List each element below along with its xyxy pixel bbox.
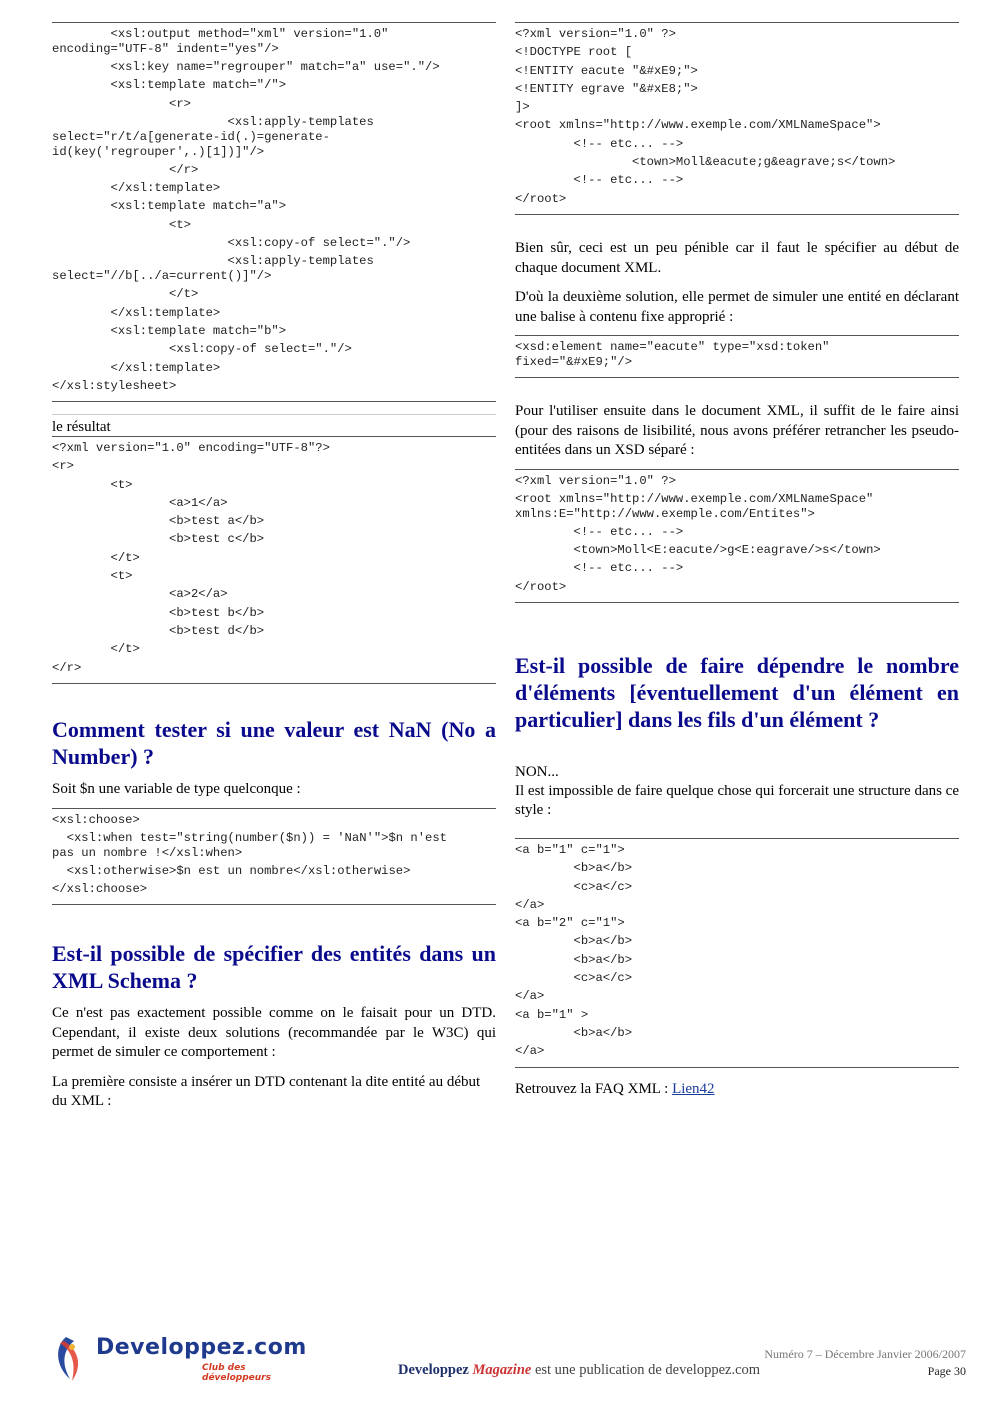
- heading-nan: Comment tester si une valeur est NaN (No a Number) ?: [52, 717, 496, 769]
- code-line: <t>: [52, 477, 133, 492]
- code-line: <xsl:template match="/">: [52, 78, 287, 93]
- code-line: <t>: [52, 217, 191, 232]
- code-line: <xsl:otherwise>$n est un nombre</xsl:otherwise>: [52, 863, 411, 878]
- faq-line: [515, 1080, 959, 1100]
- code-line: </r>: [52, 162, 199, 177]
- code-line: <?xml version="1.0" ?>: [515, 27, 676, 41]
- code-line: <!ENTITY egrave "&#xE8;">: [515, 81, 698, 96]
- code-line: <town>Moll&eacute;g&eagrave;s</town>: [515, 155, 896, 170]
- logo-tagline: Club des développeurs: [202, 1363, 271, 1383]
- code-line: <b>test d</b>: [52, 623, 265, 638]
- code-line: <b>a</b>: [515, 1025, 633, 1040]
- code-line: </r>: [52, 660, 82, 675]
- code-block-xsd-element: [515, 335, 959, 378]
- code-line: <xsl:template match="a">: [52, 199, 287, 214]
- code-line: <!ENTITY eacute "&#xE9;">: [515, 63, 698, 78]
- code-line: <!DOCTYPE root [: [515, 45, 633, 60]
- code-line: <b>test a</b>: [52, 514, 265, 529]
- faq-link[interactable]: Lien42: [672, 1081, 715, 1097]
- code-line: <!-- etc... -->: [515, 561, 684, 576]
- code-line: <!-- etc... -->: [515, 136, 684, 151]
- heading-entities: Est-il possible de spécifier des entités dans un XML Schema ?: [52, 941, 496, 993]
- code-line: <xsl:apply-templates select="r/t/a[generate-id(.)=generate- id(key('regrouper',.)[1])]"/>: [52, 114, 374, 159]
- code-block-entites-usage: [515, 469, 959, 604]
- code-line: <xsl:copy-of select="."/>: [52, 342, 352, 357]
- code-block-structure: [515, 838, 959, 1068]
- code-line: <xsl:copy-of select="."/>: [52, 236, 411, 251]
- code-line: <?xml version="1.0" ?>: [515, 473, 676, 488]
- code-line: ]>: [515, 100, 530, 115]
- entities-paragraph-1: Ce n'est pas exactement possible comme on le faisait pour un DTD. Cependant, il existe deux solutions (recommandée par le W3C) qui permet de simuler ce comportement :: [52, 1005, 496, 1060]
- entities-paragraph-2: La première consiste a insérer un DTD contenant la dite entité au début du XML :: [52, 1073, 481, 1109]
- code-line: <root xmlns="http://www.exemple.com/XMLNameSpace">: [515, 118, 881, 133]
- result-label: le résultat: [52, 419, 111, 435]
- code-line: <xsd:element name="eacute" type="xsd:token" fixed="&#xE9;"/>: [515, 340, 830, 369]
- code-line: <t>: [52, 569, 133, 584]
- nan-intro: Soit $n une variable de type quelconque :: [52, 781, 301, 797]
- code-block-nan: [52, 808, 496, 906]
- code-line: </root>: [515, 191, 567, 206]
- code-line: <xsl:key name="regrouper" match="a" use="."/>: [52, 60, 440, 75]
- issue-info: Numéro 7 – Décembre Janvier 2006/2007: [764, 1347, 966, 1361]
- code-line: <xsl:choose>: [52, 812, 140, 827]
- code-block-xsl-stylesheet: [52, 22, 496, 402]
- code-line: <b>test b</b>: [52, 605, 265, 620]
- code-line: </xsl:template>: [52, 360, 221, 375]
- code-line: <xsl:when test="string(number($n)) = 'NaN'">$n n'est pas un nombre !</xsl:when>: [52, 830, 447, 860]
- fils-non: NON...: [515, 764, 559, 780]
- pub-magazine: Magazine: [472, 1362, 532, 1378]
- faq-text: Retrouvez la FAQ XML :: [515, 1081, 673, 1097]
- code-line: <r>: [52, 459, 74, 474]
- pub-brand: Developpez: [398, 1362, 469, 1378]
- code-line: <b>test c</b>: [52, 532, 265, 547]
- code-line: </xsl:template>: [52, 181, 221, 196]
- code-line: <xsl:output method="xml" version="1.0" encoding="UTF-8" indent="yes"/>: [52, 27, 389, 56]
- fils-paragraph: Il est impossible de faire quelque chose qui forcerait une structure dans ce style :: [515, 783, 960, 818]
- code-line: </a>: [515, 989, 545, 1004]
- code-line: </xsl:stylesheet>: [52, 378, 177, 393]
- paragraph-deuxieme-solution: D'où la deuxième solution, elle permet de simuler une entité en déclarant une balise à contenu fixe approprié :: [515, 289, 959, 325]
- code-line: <town>Moll<E:eacute/>g<E:eagrave/>s</town>: [515, 543, 881, 558]
- code-line: </xsl:template>: [52, 305, 221, 320]
- code-line: <a b="2" c="1">: [515, 916, 625, 931]
- code-line: </t>: [52, 550, 140, 565]
- code-line: <b>a</b>: [515, 934, 633, 949]
- developpez-logo[interactable]: [52, 1333, 312, 1383]
- code-line: <c>a</c>: [515, 971, 633, 986]
- code-line: <b>a</b>: [515, 952, 633, 967]
- logo-text: Developpez.com: [96, 1335, 307, 1360]
- code-line: <a b="1" >: [515, 1007, 589, 1022]
- code-line: </root>: [515, 579, 567, 594]
- code-line: <!-- etc... -->: [515, 173, 684, 188]
- code-line: <?xml version="1.0" encoding="UTF-8"?>: [52, 441, 330, 455]
- code-line: <root xmlns="http://www.exemple.com/XMLNameSpace" xmlns:E="http://www.exemple.com/Entites">: [515, 491, 874, 521]
- code-block-dtd: [515, 22, 959, 215]
- pub-rest: est une publication de developpez.com: [531, 1362, 761, 1378]
- code-line: <!-- etc... -->: [573, 524, 684, 539]
- code-line: <xsl:apply-templates select="//b[../a=current()]"/>: [52, 254, 374, 284]
- code-line: </a>: [515, 897, 545, 912]
- code-line: <a>2</a>: [52, 587, 228, 602]
- publication-line: [398, 1362, 760, 1379]
- paragraph-utiliser: Pour l'utiliser ensuite dans le document XML, il suffit de le faire ainsi (pour des raisons de lisibilité, nous avons préférer retrancher les pseudo-entitées dans un XSD séparé :: [515, 403, 959, 458]
- heading-fils: Est-il possible de faire dépendre le nombre d'éléments [éventuellement d'un élément en particulier] dans les fils d'un élément ?: [515, 653, 959, 732]
- code-line: </t>: [52, 287, 199, 302]
- code-line: <c>a</c>: [515, 879, 633, 894]
- code-line: </a>: [515, 1044, 545, 1059]
- code-line: <r>: [52, 96, 191, 111]
- code-line: </t>: [52, 642, 140, 657]
- page-number: Page 30: [927, 1364, 966, 1378]
- code-line: <a>1</a>: [52, 495, 228, 510]
- code-line: <xsl:template match="b">: [52, 324, 287, 339]
- code-block-result: [52, 436, 496, 684]
- code-line: </xsl:choose>: [52, 882, 148, 897]
- paragraph-bien-sur: Bien sûr, ceci est un peu pénible car il faut le spécifier au début de chaque document XML.: [515, 240, 959, 276]
- code-line: <a b="1" c="1">: [515, 843, 625, 857]
- code-line: <b>a</b>: [515, 861, 633, 876]
